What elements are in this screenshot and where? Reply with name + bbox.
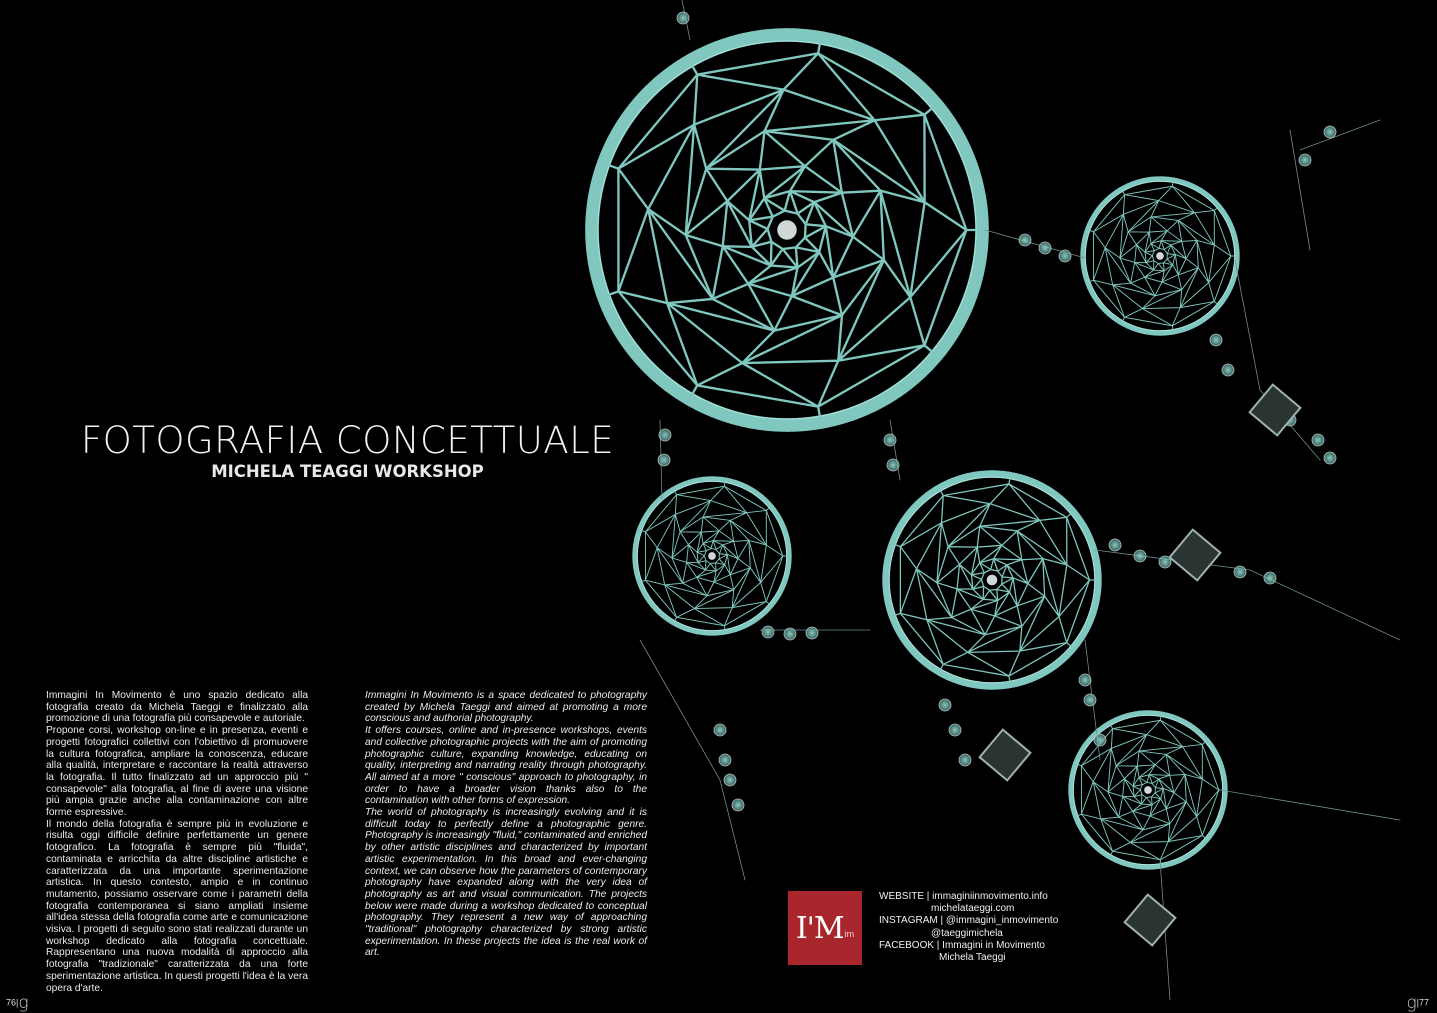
italian-paragraph-2: Propone corsi, workshop on-line e in presenza, eventi e progetti fotografici collettivi con l'obiettivo di promuovere la cultura fotografica, ampliare la conoscenza, educare alla qualità, interpretare e raccontare la realtà attraverso la fotografia. Il tutto finalizzato ad un approccio più " consapevole" alla fotografia, al fine di avere una visione più ampia grazie anche alla contaminazione con altre forme espressive. bbox=[46, 725, 308, 819]
dreamcatcher-small-bottom bbox=[1071, 713, 1225, 867]
bead bbox=[714, 724, 726, 736]
bead bbox=[939, 699, 951, 711]
bead bbox=[1059, 250, 1071, 262]
facebook-line[interactable]: FACEBOOK | Immagini in Movimento bbox=[879, 939, 1045, 951]
bead bbox=[732, 799, 744, 811]
bead bbox=[1039, 242, 1051, 254]
bead bbox=[1134, 550, 1146, 562]
dreamcatcher-small-left bbox=[635, 479, 789, 633]
dreamcatcher-medium bbox=[886, 474, 1098, 686]
english-paragraph-2: It offers courses, online and in-presence workshops, events and collective photographic projects with the aim of promoting photographic culture, expanding knowledge, educating on quality, interpreting and narrating reality through photography. All aimed at a more " conscious" approach to photography, in order to have a broader vision thanks also to the contamination with other forms of expression. bbox=[365, 725, 647, 807]
facebook-line-2[interactable]: Michela Taeggi bbox=[939, 952, 1006, 964]
bead bbox=[1084, 694, 1096, 706]
im-logo bbox=[788, 891, 862, 965]
italian-text-column bbox=[46, 690, 308, 994]
bead bbox=[784, 628, 796, 640]
bead bbox=[1094, 734, 1106, 746]
bead bbox=[1234, 566, 1246, 578]
bead bbox=[1222, 364, 1234, 376]
bead bbox=[1019, 234, 1031, 246]
bead bbox=[658, 454, 670, 466]
bead bbox=[1264, 572, 1276, 584]
bead bbox=[724, 774, 736, 786]
string bbox=[1095, 550, 1400, 640]
folio-mark-left: g bbox=[18, 993, 29, 1013]
bead bbox=[949, 724, 961, 736]
bead bbox=[959, 754, 971, 766]
mirror-pendant bbox=[980, 730, 1031, 781]
bead bbox=[677, 12, 689, 24]
string bbox=[1220, 790, 1400, 820]
instagram-line-2[interactable]: @taeggimichela bbox=[931, 927, 1003, 939]
mirror-pendant bbox=[1170, 530, 1221, 581]
bead bbox=[1324, 452, 1336, 464]
website-line-2[interactable]: michelataeggi.com bbox=[931, 903, 1015, 915]
page-title: FOTOGRAFIA CONCETTUALE bbox=[80, 419, 615, 462]
english-paragraph-1: Immagini In Movimento is a space dedicated to photography created by Michela Taeggi and aimed at promoting a more conscious and authorial photography. bbox=[365, 690, 647, 725]
page-number-right: 77 bbox=[1418, 997, 1429, 1008]
bead bbox=[884, 434, 896, 446]
folio-right: g|77 bbox=[1406, 993, 1429, 1013]
bead bbox=[719, 754, 731, 766]
bead bbox=[762, 626, 774, 638]
italian-paragraph-3: Il mondo della fotografia è sempre più in evoluzione e risulta oggi difficile definire perfettamente un genere fotografico. La fotografia è sempre più "fluida", contaminata e arricchita da altre discipline artistiche e caratterizzata da una importante sperimentazione artistica. In questo contesto, ampio e in continuo mutamento, possiamo osservare come i parametri della fotografia contemporanea si siano ampliati insieme all'idea stessa della fotografia come arte e comunicazione visiva. I progetti di seguito sono stati realizzati durante un workshop dedicato alla fotografia concettuale. Rappresentano una nuova modalità di approccio alla fotografia "tradizionale" caratterizzata da una forte sperimentazione artistica. In questi progetti l'idea è la vera opera d'arte. bbox=[46, 818, 308, 994]
string bbox=[1300, 120, 1380, 150]
bead bbox=[1109, 539, 1121, 551]
contacts-block bbox=[879, 891, 1079, 964]
folio-mark-right: g bbox=[1406, 993, 1417, 1013]
italian-paragraph-1: Immagini In Movimento è uno spazio dedicato alla fotografia creato da Michela Taeggi e finalizzato alla promozione di una fotografia più consapevole e autoriale. bbox=[46, 690, 308, 725]
dreamcatcher-small-right bbox=[1083, 179, 1237, 333]
logo-small-text: im bbox=[844, 929, 855, 939]
mirror-pendant bbox=[1125, 895, 1176, 946]
dreamcatcher-photo bbox=[560, 0, 1437, 1013]
bead bbox=[1299, 154, 1311, 166]
title-block bbox=[60, 420, 635, 482]
dreamcatcher-large bbox=[592, 35, 982, 425]
instagram-line[interactable]: INSTAGRAM | @immagini_inmovimento bbox=[879, 915, 1059, 927]
page-subtitle: MICHELA TEAGGI WORKSHOP bbox=[211, 462, 484, 481]
bead bbox=[1210, 334, 1222, 346]
logo-text: I'M bbox=[795, 910, 844, 946]
bead bbox=[1312, 434, 1324, 446]
english-text-column bbox=[365, 690, 647, 959]
bead bbox=[806, 627, 818, 639]
page-number-left: 76 bbox=[6, 997, 17, 1008]
bead bbox=[659, 429, 671, 441]
folio-left: 76|g bbox=[6, 993, 29, 1013]
website-line[interactable]: WEBSITE | immaginiinmovimento.info bbox=[879, 891, 1048, 902]
bead bbox=[1079, 674, 1091, 686]
bead bbox=[1324, 126, 1336, 138]
string bbox=[1290, 130, 1310, 250]
bead bbox=[887, 459, 899, 471]
english-paragraph-3: The world of photography is increasingly evolving and it is difficult today to perfectly define a photographic genre. Photography is increasingly "fluid," contaminated and enriched by other artistic disciplines and characterized by important artistic experimentation. In this broad and ever-changing context, we can observe how the parameters of contemporary photography have expanded along with the very idea of photography as art and visual communication. The projects below were made during a workshop dedicated to conceptual photography. They represent a new way of approaching "traditional" photography characterized by strong artistic experimentation. In these projects the idea is the real work of art. bbox=[365, 807, 647, 959]
